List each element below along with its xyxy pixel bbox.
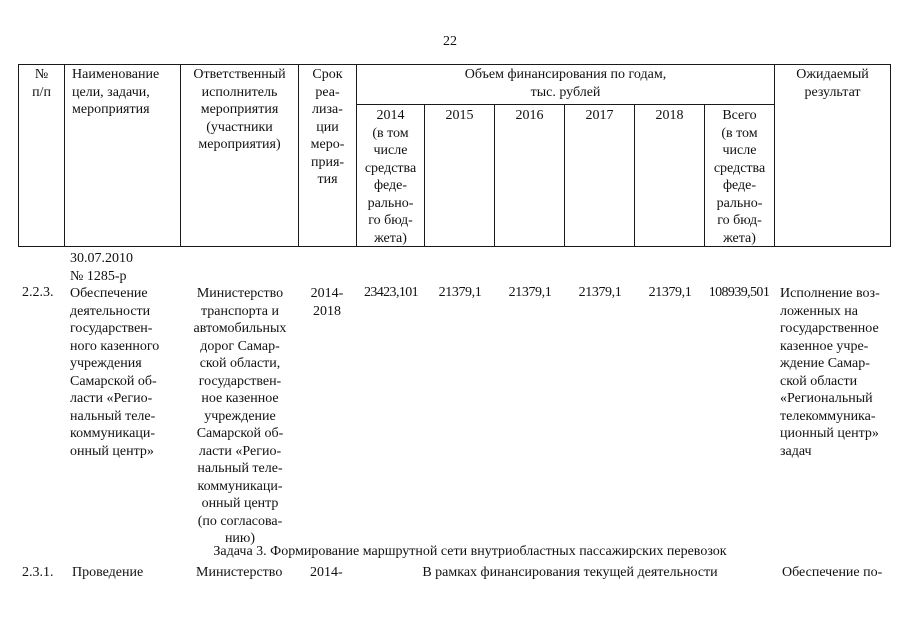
header-result: Ожидаемый результат [796,67,869,100]
header-year-2018: 2018 [655,108,684,123]
row-value-2014: 23423,101 [363,285,419,300]
header-name: Наименование цели, задачи, мероприятия [72,67,160,117]
header-executor: Ответственный исполнитель мероприятия (участники мероприятия) [193,67,286,152]
row-result: Обеспечение по- [782,565,883,580]
row-value-2015: 21379,1 [438,285,482,300]
header-total: Всего (в том числе средства феде- рально- го бюд- жета) [713,108,766,246]
header-year-2014: 2014 (в том числе средства феде- рально- го бюд- жета) [364,108,417,246]
row-number: 2.3.1. [22,565,54,580]
header-year-2015: 2015 [445,108,474,123]
row-value-2018: 21379,1 [648,285,692,300]
task-heading: Задача 3. Формирование маршрутной сети внутриобластных пассажирских перевозок [213,544,727,559]
header-num: № п/п [32,67,51,100]
row-financing-note: В рамках финансирования текущей деятельности [422,565,718,580]
header-financing: Объем финансирования по годам, тыс. рублей [464,67,667,100]
page-number: 22 [443,34,457,49]
row-executor: Министерство транспорта и автомобильных дорог Самар- ской области, государствен- ное казенное учреждение Самарской об- ласти «Регио- нальный теле- коммуникаци- онный центр (по согласова- нию) [193,286,287,546]
row-value-2017: 21379,1 [578,285,622,300]
row-result: Исполнение воз- ложенных на государственное казенное учре- ждение Самар- ской области «Региональный телекоммуника- ционный центр» задач [780,286,880,459]
row-name: Обеспечение деятельности государствен- ного казенного учреждения Самарской об- ласти «Регио- нальный теле- коммуникаци- онный центр» [70,286,160,459]
row-executor: Министерство [196,565,283,580]
header-year-2017: 2017 [585,108,614,123]
row-value-total: 108939,501 [708,285,770,300]
header-term: Срок реа- лиза- ции меро- прия- тия [310,67,345,187]
row-number: 2.2.3. [22,285,54,300]
header-year-2016: 2016 [515,108,544,123]
carryover-text: 30.07.2010 № 1285-р [70,251,133,284]
row-term: 2014- [310,565,343,580]
row-term: 2014- 2018 [310,286,344,319]
row-value-2016: 21379,1 [508,285,552,300]
row-name: Проведение [72,565,144,580]
